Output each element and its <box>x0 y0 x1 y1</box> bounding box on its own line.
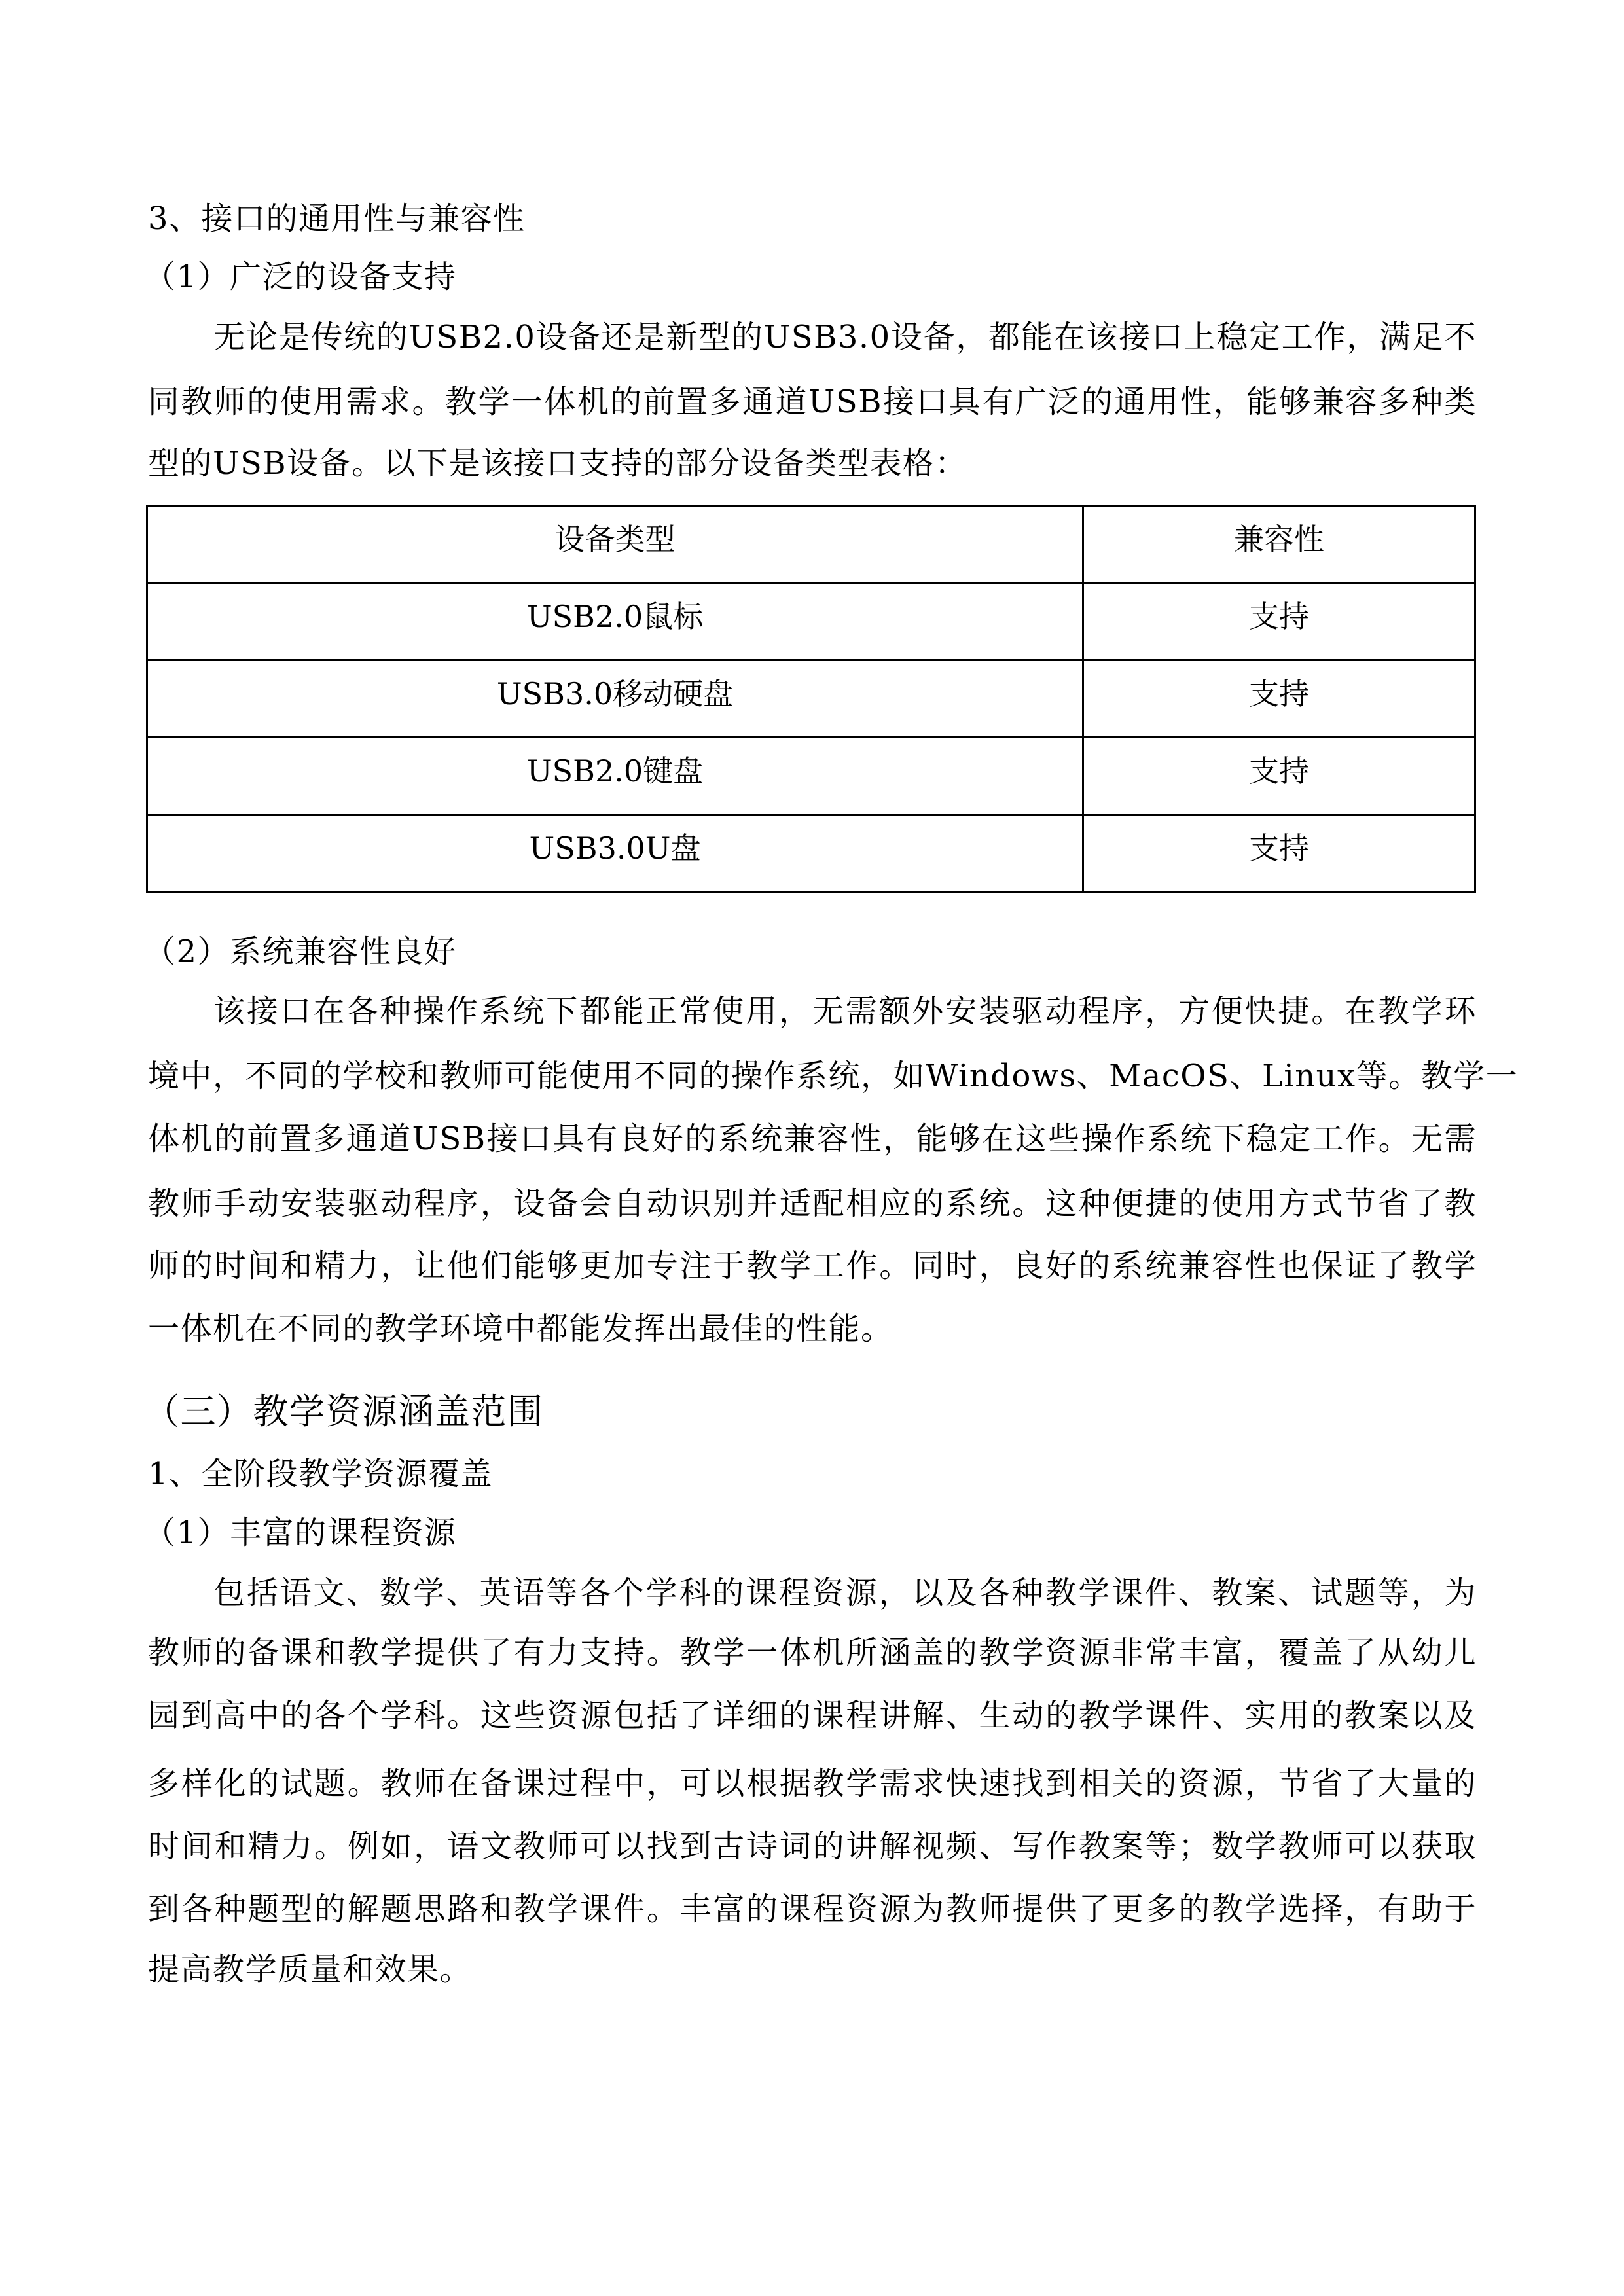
cell-device: USB3.0U盘 <box>147 815 1083 892</box>
paragraph-line: 园到高中的各个学科。这些资源包括了详细的课程讲解、生动的教学课件、实用的教案以及 <box>148 1697 1477 1734</box>
table-row <box>147 660 1475 738</box>
cell-device: USB2.0键盘 <box>147 738 1083 815</box>
paragraph-line: 教师手动安装驱动程序，设备会自动识别并适配相应的系统。这种便捷的使用方式节省了教 <box>148 1185 1477 1222</box>
paragraph-line: 包括语文、数学、英语等各个学科的课程资源，以及各种教学课件、教案、试题等，为 <box>213 1575 1477 1611</box>
cell-device: USB3.0移动硬盘 <box>147 660 1083 738</box>
cell-compat: 支持 <box>1083 815 1475 892</box>
section-heading-three: （三）教学资源涵盖范围 <box>144 1391 544 1432</box>
paragraph-line: 该接口在各种操作系统下都能正常使用，无需额外安装驱动程序，方便快捷。在教学环 <box>213 993 1477 1030</box>
paragraph-line: 教师的备课和教学提供了有力支持。教学一体机所涵盖的教学资源非常丰富，覆盖了从幼儿 <box>148 1634 1477 1671</box>
cell-compat: 支持 <box>1083 738 1475 815</box>
paragraph-line: 提高教学质量和效果。 <box>148 1951 473 1988</box>
paragraph-line: 无论是传统的USB2.0设备还是新型的USB3.0设备，都能在该接口上稳定工作，满足不 <box>213 319 1477 355</box>
section-heading-1: 1、全阶段教学资源覆盖 <box>148 1456 494 1492</box>
subheading-system-compat: （2）系统兼容性良好 <box>144 933 457 970</box>
paragraph-line: 同教师的使用需求。教学一体机的前置多通道USB接口具有广泛的通用性，能够兼容多种类 <box>148 384 1477 420</box>
table-row <box>147 815 1475 892</box>
cell-compat: 支持 <box>1083 660 1475 738</box>
table-row <box>147 583 1475 660</box>
paragraph-line: 型的USB设备。以下是该接口支持的部分设备类型表格： <box>148 445 967 482</box>
table-row <box>147 738 1475 815</box>
device-compatibility-table <box>146 505 1476 893</box>
paragraph-line: 师的时间和精力，让他们能够更加专注于教学工作。同时，良好的系统兼容性也保证了教学 <box>148 1247 1477 1284</box>
paragraph-line: 一体机在不同的教学环境中都能发挥出最佳的性能。 <box>148 1310 893 1347</box>
header-compatibility: 兼容性 <box>1083 506 1475 583</box>
subheading-device-support: （1）广泛的设备支持 <box>144 259 457 295</box>
paragraph-line: 时间和精力。例如，语文教师可以找到古诗词的讲解视频、写作教案等；数学教师可以获取 <box>148 1828 1477 1865</box>
paragraph-line: 多样化的试题。教师在备课过程中，可以根据教学需求快速找到相关的资源，节省了大量的 <box>148 1765 1477 1802</box>
cell-compat: 支持 <box>1083 583 1475 660</box>
paragraph-line: 体机的前置多通道USB接口具有良好的系统兼容性，能够在这些操作系统下稳定工作。无需 <box>148 1121 1477 1157</box>
section-heading-3: 3、接口的通用性与兼容性 <box>148 200 526 237</box>
header-device-type: 设备类型 <box>147 506 1083 583</box>
table-header-row <box>147 506 1475 583</box>
subheading-course-resources: （1）丰富的课程资源 <box>144 1515 457 1551</box>
paragraph-line: 境中，不同的学校和教师可能使用不同的操作系统，如Windows、MacOS、Linux等。教学一 <box>148 1058 1519 1094</box>
paragraph-line: 到各种题型的解题思路和教学课件。丰富的课程资源为教师提供了更多的教学选择，有助于 <box>148 1891 1477 1928</box>
cell-device: USB2.0鼠标 <box>147 583 1083 660</box>
